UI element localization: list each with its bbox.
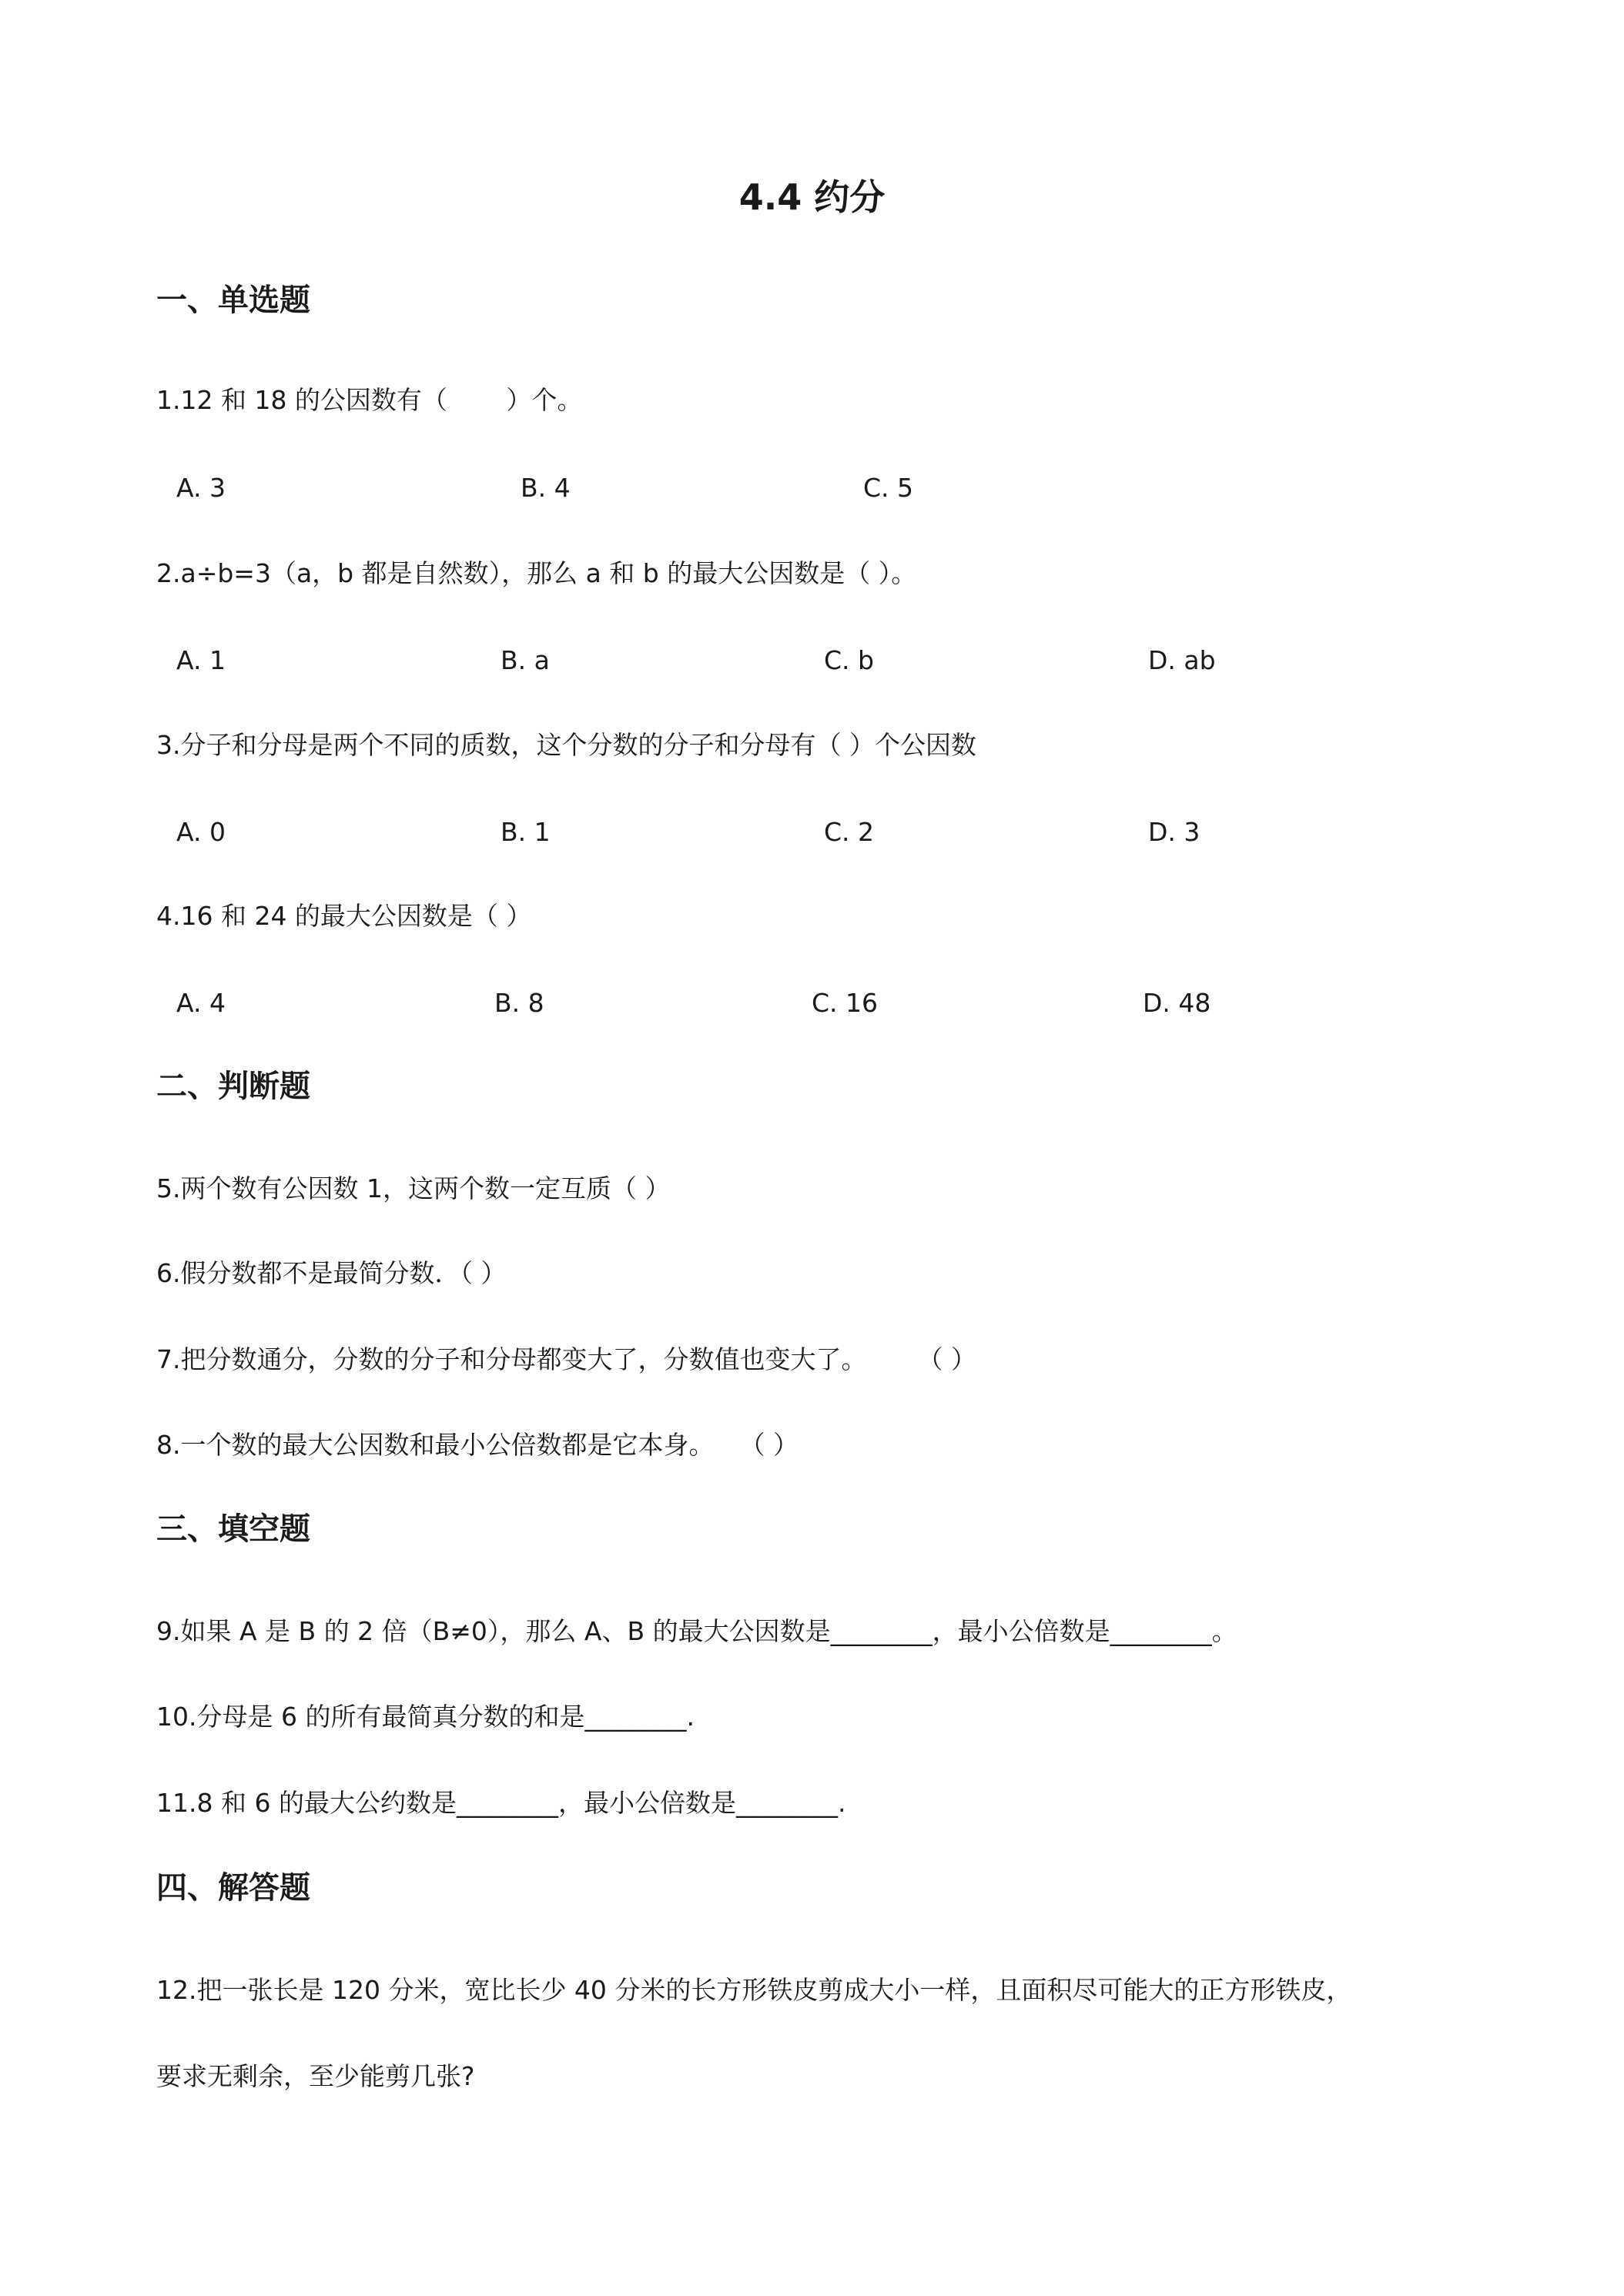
question-9: 9.如果 A 是 B 的 2 倍（B≠0），那么 A、B 的最大公因数是________，最小公倍数是________。 xyxy=(156,1616,1237,1646)
question-3-option-b: B. 1 xyxy=(501,817,551,847)
question-2-option-a: A. 1 xyxy=(176,645,226,675)
question-1-option-a: A. 3 xyxy=(176,473,226,503)
question-2: 2.a÷b=3（a，b 都是自然数），那么 a 和 b 的最大公因数是（ ）。 xyxy=(156,558,917,588)
question-2-option-c: C. b xyxy=(824,645,874,675)
question-7: 7.把分数通分，分数的分子和分母都变大了，分数值也变大了。 （ ） xyxy=(156,1344,976,1374)
section-heading-fill-blank: 三、填空题 xyxy=(156,1511,310,1547)
question-2-option-d: D. ab xyxy=(1148,645,1216,675)
question-1-option-c: C. 5 xyxy=(863,473,914,503)
question-4: 4.16 和 24 的最大公因数是（ ） xyxy=(156,901,532,931)
page-title: 4.4 约分 xyxy=(738,176,886,218)
section-heading-solve: 四、解答题 xyxy=(156,1870,310,1906)
section-heading-true-false: 二、判断题 xyxy=(156,1069,310,1104)
question-10: 10.分母是 6 的所有最简真分数的和是________. xyxy=(156,1702,695,1732)
question-4-option-d: D. 48 xyxy=(1143,988,1211,1018)
question-4-option-a: A. 4 xyxy=(176,988,226,1018)
question-3-option-d: D. 3 xyxy=(1148,817,1200,847)
question-3-option-a: A. 0 xyxy=(176,817,226,847)
question-12-line-1: 12.把一张长是 120 分米，宽比长少 40 分米的长方形铁皮剪成大小一样，且面积尽可能大的正方形铁皮， xyxy=(156,1975,1352,2005)
question-2-option-b: B. a xyxy=(501,645,550,675)
question-4-option-c: C. 16 xyxy=(812,988,879,1018)
question-8: 8.一个数的最大公因数和最小公倍数都是它本身。 （ ） xyxy=(156,1430,799,1460)
question-12-line-2: 要求无剩余，至少能剪几张? xyxy=(156,2061,475,2091)
question-4-option-b: B. 8 xyxy=(494,988,544,1018)
question-3-option-c: C. 2 xyxy=(824,817,875,847)
question-1-option-b: B. 4 xyxy=(521,473,571,503)
question-1: 1.12 和 18 的公因数有（ ）个。 xyxy=(156,385,583,415)
question-6: 6.假分数都不是最简分数．（ ） xyxy=(156,1258,507,1288)
question-3: 3.分子和分母是两个不同的质数，这个分数的分子和分母有（ ）个公因数 xyxy=(156,730,976,760)
question-11: 11.8 和 6 的最大公约数是________，最小公倍数是________. xyxy=(156,1788,846,1818)
question-5: 5.两个数有公因数 1，这两个数一定互质（ ） xyxy=(156,1173,671,1203)
section-heading-single-choice: 一、单选题 xyxy=(156,283,310,318)
